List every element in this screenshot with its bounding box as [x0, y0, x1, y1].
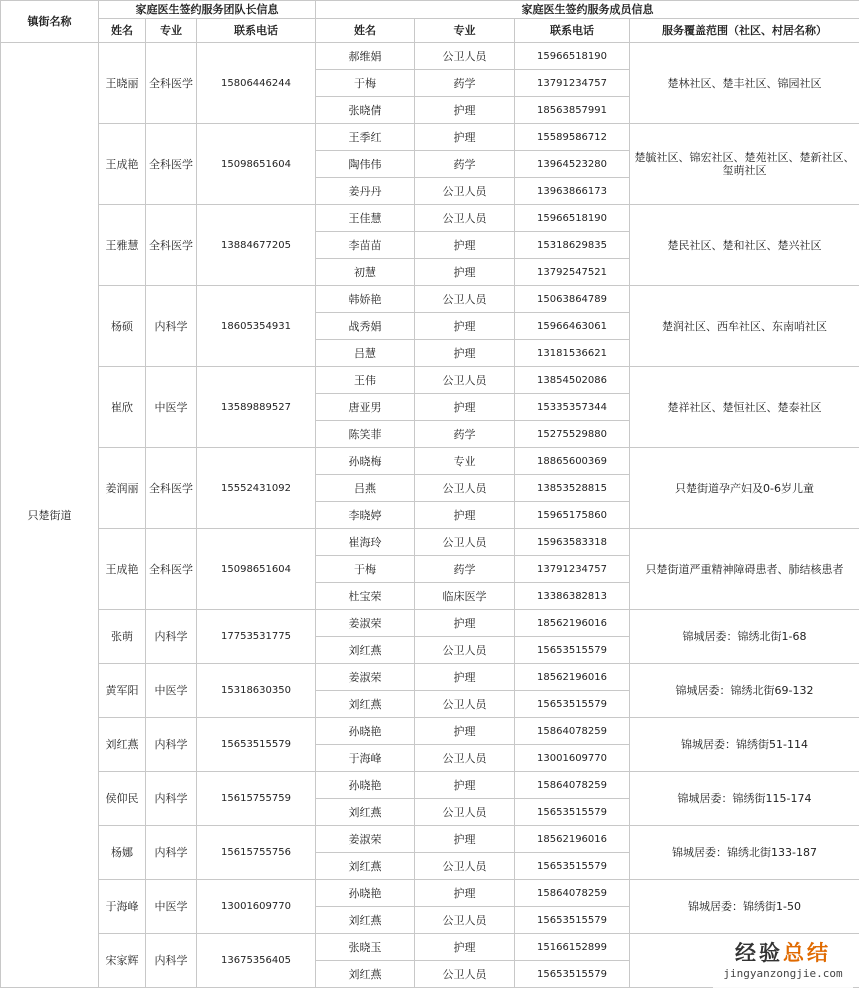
member-major: 公卫人员 [415, 637, 515, 664]
member-name: 孙晓艳 [316, 772, 415, 799]
member-major: 公卫人员 [415, 529, 515, 556]
leader-major: 全科医学 [146, 205, 197, 286]
member-major: 护理 [415, 880, 515, 907]
table-row [1, 205, 859, 232]
member-major: 护理 [415, 610, 515, 637]
coverage-area: 楚毓社区、锦宏社区、楚苑社区、楚新社区、玺萌社区 [630, 124, 859, 205]
member-name: 姜丹丹 [316, 178, 415, 205]
member-major: 公卫人员 [415, 691, 515, 718]
member-phone: 18563857991 [515, 97, 630, 124]
member-major: 药学 [415, 70, 515, 97]
leader-phone: 18605354931 [197, 286, 316, 367]
coverage-area: 楚民社区、楚和社区、楚兴社区 [630, 205, 859, 286]
member-phone: 15965175860 [515, 502, 630, 529]
coverage-area: 锦城居委：锦绣北街1-68 [630, 610, 859, 664]
member-name-header: 姓名 [316, 19, 415, 43]
member-major: 护理 [415, 772, 515, 799]
leader-name: 刘红燕 [99, 718, 146, 772]
table-row [1, 826, 859, 853]
leader-name: 王晓丽 [99, 43, 146, 124]
member-major: 护理 [415, 259, 515, 286]
coverage-area: 锦城居委：锦绣街51-114 [630, 718, 859, 772]
member-major: 护理 [415, 232, 515, 259]
leader-phone: 15615755756 [197, 826, 316, 880]
table-row [1, 664, 859, 691]
coverage-header: 服务覆盖范围（社区、村居名称） [630, 19, 859, 43]
member-phone: 15589586712 [515, 124, 630, 151]
leader-phone: 15806446244 [197, 43, 316, 124]
member-phone: 15966518190 [515, 205, 630, 232]
member-name: 王伟 [316, 367, 415, 394]
member-major: 护理 [415, 826, 515, 853]
member-phone: 15653515579 [515, 853, 630, 880]
member-name: 吕燕 [316, 475, 415, 502]
member-phone: 13386382813 [515, 583, 630, 610]
table-row [1, 367, 859, 394]
member-name: 姜淑荣 [316, 826, 415, 853]
member-major: 专业 [415, 448, 515, 475]
member-name: 张晓倩 [316, 97, 415, 124]
coverage-area: 楚润社区、西牟社区、东南哨社区 [630, 286, 859, 367]
member-phone: 15275529880 [515, 421, 630, 448]
header-row-group [1, 1, 859, 19]
member-phone: 15963583318 [515, 529, 630, 556]
leader-name: 杨硕 [99, 286, 146, 367]
member-phone-header: 联系电话 [515, 19, 630, 43]
member-phone: 13791234757 [515, 70, 630, 97]
member-name: 于梅 [316, 556, 415, 583]
coverage-area: 锦城居委：锦绣北街69-132 [630, 664, 859, 718]
leader-major: 中医学 [146, 367, 197, 448]
member-name: 于海峰 [316, 745, 415, 772]
watermark-brand-b: 总结 [783, 941, 831, 965]
town-column-header: 镇街名称 [1, 1, 99, 43]
header-row-columns [1, 19, 859, 43]
table-row [1, 286, 859, 313]
leader-phone: 13589889527 [197, 367, 316, 448]
member-major: 护理 [415, 934, 515, 961]
leader-phone: 15098651604 [197, 529, 316, 610]
member-phone: 18562196016 [515, 826, 630, 853]
table-row [1, 718, 859, 745]
member-major: 护理 [415, 664, 515, 691]
member-major: 公卫人员 [415, 205, 515, 232]
member-name: 刘红燕 [316, 637, 415, 664]
watermark-url: jingyanzongjie.com [723, 967, 843, 980]
coverage-area: 楚祥社区、楚恒社区、楚泰社区 [630, 367, 859, 448]
member-phone: 15653515579 [515, 907, 630, 934]
member-major: 药学 [415, 556, 515, 583]
table-row [1, 43, 859, 70]
leader-major: 全科医学 [146, 124, 197, 205]
member-name: 战秀娟 [316, 313, 415, 340]
member-major: 公卫人员 [415, 853, 515, 880]
member-major: 公卫人员 [415, 43, 515, 70]
member-phone: 15966463061 [515, 313, 630, 340]
leader-phone: 15653515579 [197, 718, 316, 772]
member-major: 公卫人员 [415, 961, 515, 988]
watermark-brand-a: 经验 [735, 941, 783, 965]
member-name: 陈笑菲 [316, 421, 415, 448]
town-name: 只楚街道 [1, 43, 99, 988]
leader-major: 中医学 [146, 664, 197, 718]
leader-phone: 13884677205 [197, 205, 316, 286]
member-phone: 15318629835 [515, 232, 630, 259]
member-name: 于梅 [316, 70, 415, 97]
member-phone: 15335357344 [515, 394, 630, 421]
member-phone: 18562196016 [515, 664, 630, 691]
member-phone: 13963866173 [515, 178, 630, 205]
member-phone: 15166152899 [515, 934, 630, 961]
table-row [1, 880, 859, 907]
watermark-brand [713, 939, 853, 967]
member-name: 姜淑荣 [316, 664, 415, 691]
leader-major: 内科学 [146, 826, 197, 880]
coverage-area: 楚林社区、楚丰社区、锦园社区 [630, 43, 859, 124]
member-name: 张晓玉 [316, 934, 415, 961]
leader-name: 侯仰民 [99, 772, 146, 826]
member-name: 姜淑荣 [316, 610, 415, 637]
table-row [1, 448, 859, 475]
leader-name: 王成艳 [99, 529, 146, 610]
member-phone: 15864078259 [515, 718, 630, 745]
member-phone: 13964523280 [515, 151, 630, 178]
member-phone: 15653515579 [515, 637, 630, 664]
coverage-area: 锦城居委：锦绣北街133-187 [630, 826, 859, 880]
coverage-area: 只楚街道严重精神障碍患者、肺结核患者 [630, 529, 859, 610]
leader-major: 中医学 [146, 880, 197, 934]
member-name: 孙晓梅 [316, 448, 415, 475]
coverage-area: 锦城居委：锦绣街115-174 [630, 772, 859, 826]
member-major: 公卫人员 [415, 907, 515, 934]
member-name: 郝维娟 [316, 43, 415, 70]
leader-phone: 17753531775 [197, 610, 316, 664]
member-major: 公卫人员 [415, 286, 515, 313]
member-major: 公卫人员 [415, 178, 515, 205]
member-phone: 15864078259 [515, 880, 630, 907]
member-phone: 15864078259 [515, 772, 630, 799]
member-name: 杜宝荣 [316, 583, 415, 610]
member-name: 吕慧 [316, 340, 415, 367]
member-major: 药学 [415, 151, 515, 178]
member-name: 刘红燕 [316, 961, 415, 988]
table-row [1, 529, 859, 556]
member-phone: 13792547521 [515, 259, 630, 286]
member-major: 公卫人员 [415, 799, 515, 826]
coverage-area: 只楚街道孕产妇及0-6岁儿童 [630, 448, 859, 529]
member-major: 护理 [415, 394, 515, 421]
leader-major: 内科学 [146, 286, 197, 367]
member-major: 护理 [415, 97, 515, 124]
leader-phone: 15318630350 [197, 664, 316, 718]
member-name: 韩娇艳 [316, 286, 415, 313]
member-phone: 18562196016 [515, 610, 630, 637]
member-major: 护理 [415, 124, 515, 151]
member-name: 孙晓艳 [316, 880, 415, 907]
member-phone: 13181536621 [515, 340, 630, 367]
member-name: 王季红 [316, 124, 415, 151]
leader-name: 姜润丽 [99, 448, 146, 529]
member-phone: 15653515579 [515, 961, 630, 988]
member-major: 药学 [415, 421, 515, 448]
member-phone: 15653515579 [515, 691, 630, 718]
member-name: 陶伟伟 [316, 151, 415, 178]
leader-major: 内科学 [146, 934, 197, 988]
member-major: 公卫人员 [415, 475, 515, 502]
member-group-header: 家庭医生签约服务成员信息 [316, 1, 859, 19]
leader-name: 崔欣 [99, 367, 146, 448]
member-major-header: 专业 [415, 19, 515, 43]
leader-phone: 15098651604 [197, 124, 316, 205]
leader-major: 全科医学 [146, 43, 197, 124]
member-major: 护理 [415, 502, 515, 529]
member-major: 临床医学 [415, 583, 515, 610]
leader-major: 内科学 [146, 718, 197, 772]
leader-name: 杨娜 [99, 826, 146, 880]
member-name: 初慧 [316, 259, 415, 286]
member-name: 唐亚男 [316, 394, 415, 421]
leader-name: 于海峰 [99, 880, 146, 934]
member-major: 公卫人员 [415, 745, 515, 772]
leader-group-header: 家庭医生签约服务团队长信息 [99, 1, 316, 19]
member-name: 刘红燕 [316, 691, 415, 718]
leader-name: 王雅慧 [99, 205, 146, 286]
member-name: 王佳慧 [316, 205, 415, 232]
leader-phone: 13675356405 [197, 934, 316, 988]
member-major: 护理 [415, 340, 515, 367]
member-name: 刘红燕 [316, 907, 415, 934]
member-phone: 18865600369 [515, 448, 630, 475]
leader-name: 张萌 [99, 610, 146, 664]
table-row [1, 772, 859, 799]
leader-major: 全科医学 [146, 529, 197, 610]
table-row [1, 124, 859, 151]
member-major: 护理 [415, 718, 515, 745]
member-phone: 15653515579 [515, 799, 630, 826]
leader-major: 内科学 [146, 610, 197, 664]
member-phone: 13853528815 [515, 475, 630, 502]
member-phone: 15966518190 [515, 43, 630, 70]
leader-phone: 15615755759 [197, 772, 316, 826]
table-row [1, 610, 859, 637]
member-name: 孙晓艳 [316, 718, 415, 745]
leader-phone: 15552431092 [197, 448, 316, 529]
member-name: 刘红燕 [316, 799, 415, 826]
leader-major: 全科医学 [146, 448, 197, 529]
member-phone: 15063864789 [515, 286, 630, 313]
leader-major: 内科学 [146, 772, 197, 826]
member-name: 李晓婷 [316, 502, 415, 529]
leader-phone-header: 联系电话 [197, 19, 316, 43]
leader-name-header: 姓名 [99, 19, 146, 43]
coverage-area: 锦城居委：锦绣街1-50 [630, 880, 859, 934]
leader-phone: 13001609770 [197, 880, 316, 934]
member-phone: 13791234757 [515, 556, 630, 583]
table-body [1, 43, 859, 988]
member-major: 公卫人员 [415, 367, 515, 394]
leader-major-header: 专业 [146, 19, 197, 43]
member-name: 崔海玲 [316, 529, 415, 556]
member-name: 李苗苗 [316, 232, 415, 259]
member-phone: 13001609770 [515, 745, 630, 772]
watermark [713, 939, 853, 989]
leader-name: 黄军阳 [99, 664, 146, 718]
member-name: 刘红燕 [316, 853, 415, 880]
member-major: 护理 [415, 313, 515, 340]
leader-name: 宋家辉 [99, 934, 146, 988]
member-phone: 13854502086 [515, 367, 630, 394]
leader-name: 王成艳 [99, 124, 146, 205]
